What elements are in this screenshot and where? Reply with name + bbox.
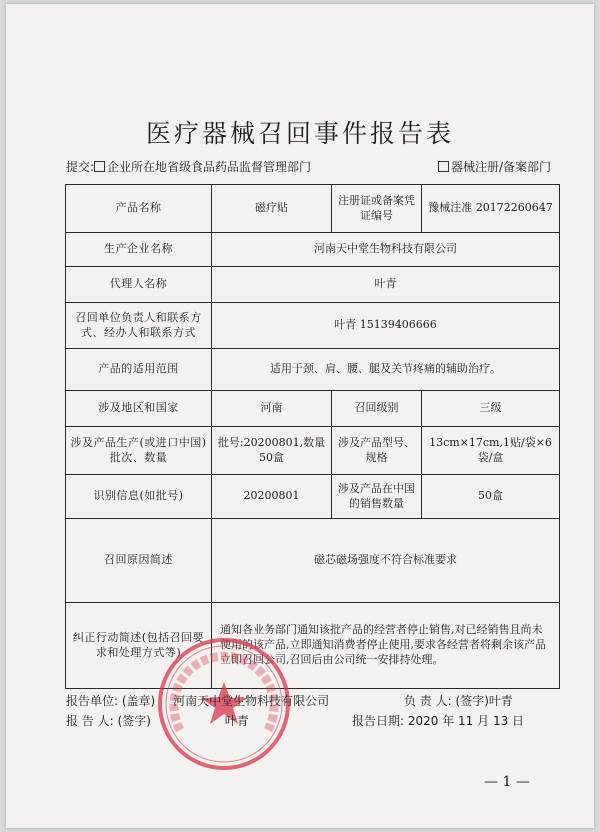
contact-value: 叶青 15139406666 <box>212 303 560 349</box>
batch-label: 涉及产品生产(或进口中国)批次、数量 <box>66 427 212 475</box>
batch-value: 批号:20200801,数量50盒 <box>212 427 332 475</box>
submit-line-right <box>438 158 551 175</box>
table-row <box>66 303 560 349</box>
table-row <box>66 603 560 689</box>
region-value: 河南 <box>212 391 332 427</box>
scope-value: 适用于颈、肩、腰、腿及关节疼痛的辅助治疗。 <box>212 349 560 391</box>
page-title: 医疗器械召回事件报告表 <box>145 119 454 148</box>
table-row <box>66 475 560 519</box>
manufacturer-value: 河南天中堂生物科技有限公司 <box>212 233 560 267</box>
seal-hint: (盖章) <box>121 694 156 708</box>
page-number: — 1 — <box>484 774 530 790</box>
table-row <box>66 233 560 267</box>
footer-date-line <box>352 712 524 729</box>
product-name-value: 磁疗贴 <box>212 185 332 233</box>
date-label: 报告日期: <box>352 714 405 728</box>
submit-option-provincial: 企业所在地省级食品药品监督管理部门 <box>107 160 312 174</box>
reporter-sign: (签字) <box>117 714 151 728</box>
footer-principal-line <box>404 692 513 709</box>
agent-value: 叶青 <box>212 267 560 303</box>
table-row <box>66 185 560 233</box>
checkbox-provincial[interactable] <box>94 161 105 172</box>
footer-reporter-line <box>66 712 249 729</box>
table-row <box>66 519 560 603</box>
principal-sign: (签字)叶青 <box>455 694 513 708</box>
level-value: 三级 <box>422 391 560 427</box>
table-row <box>66 427 560 475</box>
table-row <box>66 267 560 303</box>
reg-no-label: 注册证或备案凭证编号 <box>332 185 422 233</box>
document-page <box>6 4 594 828</box>
product-name-label: 产品名称 <box>66 185 212 233</box>
model-value: 13cm×17cm,1贴/袋×6袋/盒 <box>422 427 560 475</box>
sales-label: 涉及产品在中国的销售数量 <box>332 475 422 519</box>
region-label: 涉及地区和国家 <box>66 391 212 427</box>
unit-label: 报告单位: <box>66 694 119 708</box>
reporter-label: 报 告 人: <box>66 714 114 728</box>
reason-label: 召回原因简述 <box>66 519 212 603</box>
scope-label: 产品的适用范围 <box>66 349 212 391</box>
sales-value: 50盒 <box>422 475 560 519</box>
reason-value: 磁芯磁场强度不符合标准要求 <box>212 519 560 603</box>
id-value: 20200801 <box>212 475 332 519</box>
action-value: 通知各业务部门通知该批产品的经营者停止销售,对已经销售且尚未使用的该产品,立即通知消费者停止使用,要求各经营者将剩余该产品立即召回公司,召回后由公司统一安排持处理。 <box>212 603 560 689</box>
action-label: 纠正行动简述(包括召回要求和处理方式等) <box>66 603 212 689</box>
reg-no-value: 豫械注准 20172260647 <box>422 185 560 233</box>
table-row <box>66 349 560 391</box>
unit-value: 河南天中堂生物科技有限公司 <box>173 694 330 708</box>
date-value: 2020 年 11 月 13 日 <box>407 714 525 728</box>
contact-label: 召回单位负责人和联系方式、经办人和联系方式 <box>66 303 212 349</box>
submit-label: 提交: <box>66 160 95 174</box>
footer-unit-line <box>66 692 329 709</box>
submit-line <box>66 158 311 175</box>
model-label: 涉及产品型号、规格 <box>332 427 422 475</box>
agent-label: 代理人名称 <box>66 267 212 303</box>
submit-option-registration: 器械注册/备案部门 <box>451 160 552 174</box>
principal-label: 负 责 人: <box>404 694 452 708</box>
report-table <box>65 184 560 689</box>
checkbox-registration[interactable] <box>438 161 449 172</box>
table-row <box>66 391 560 427</box>
level-label: 召回级别 <box>332 391 422 427</box>
reporter-value: 叶青 <box>224 714 249 728</box>
id-label: 识别信息(如批号) <box>66 475 212 519</box>
manufacturer-label: 生产企业名称 <box>66 233 212 267</box>
